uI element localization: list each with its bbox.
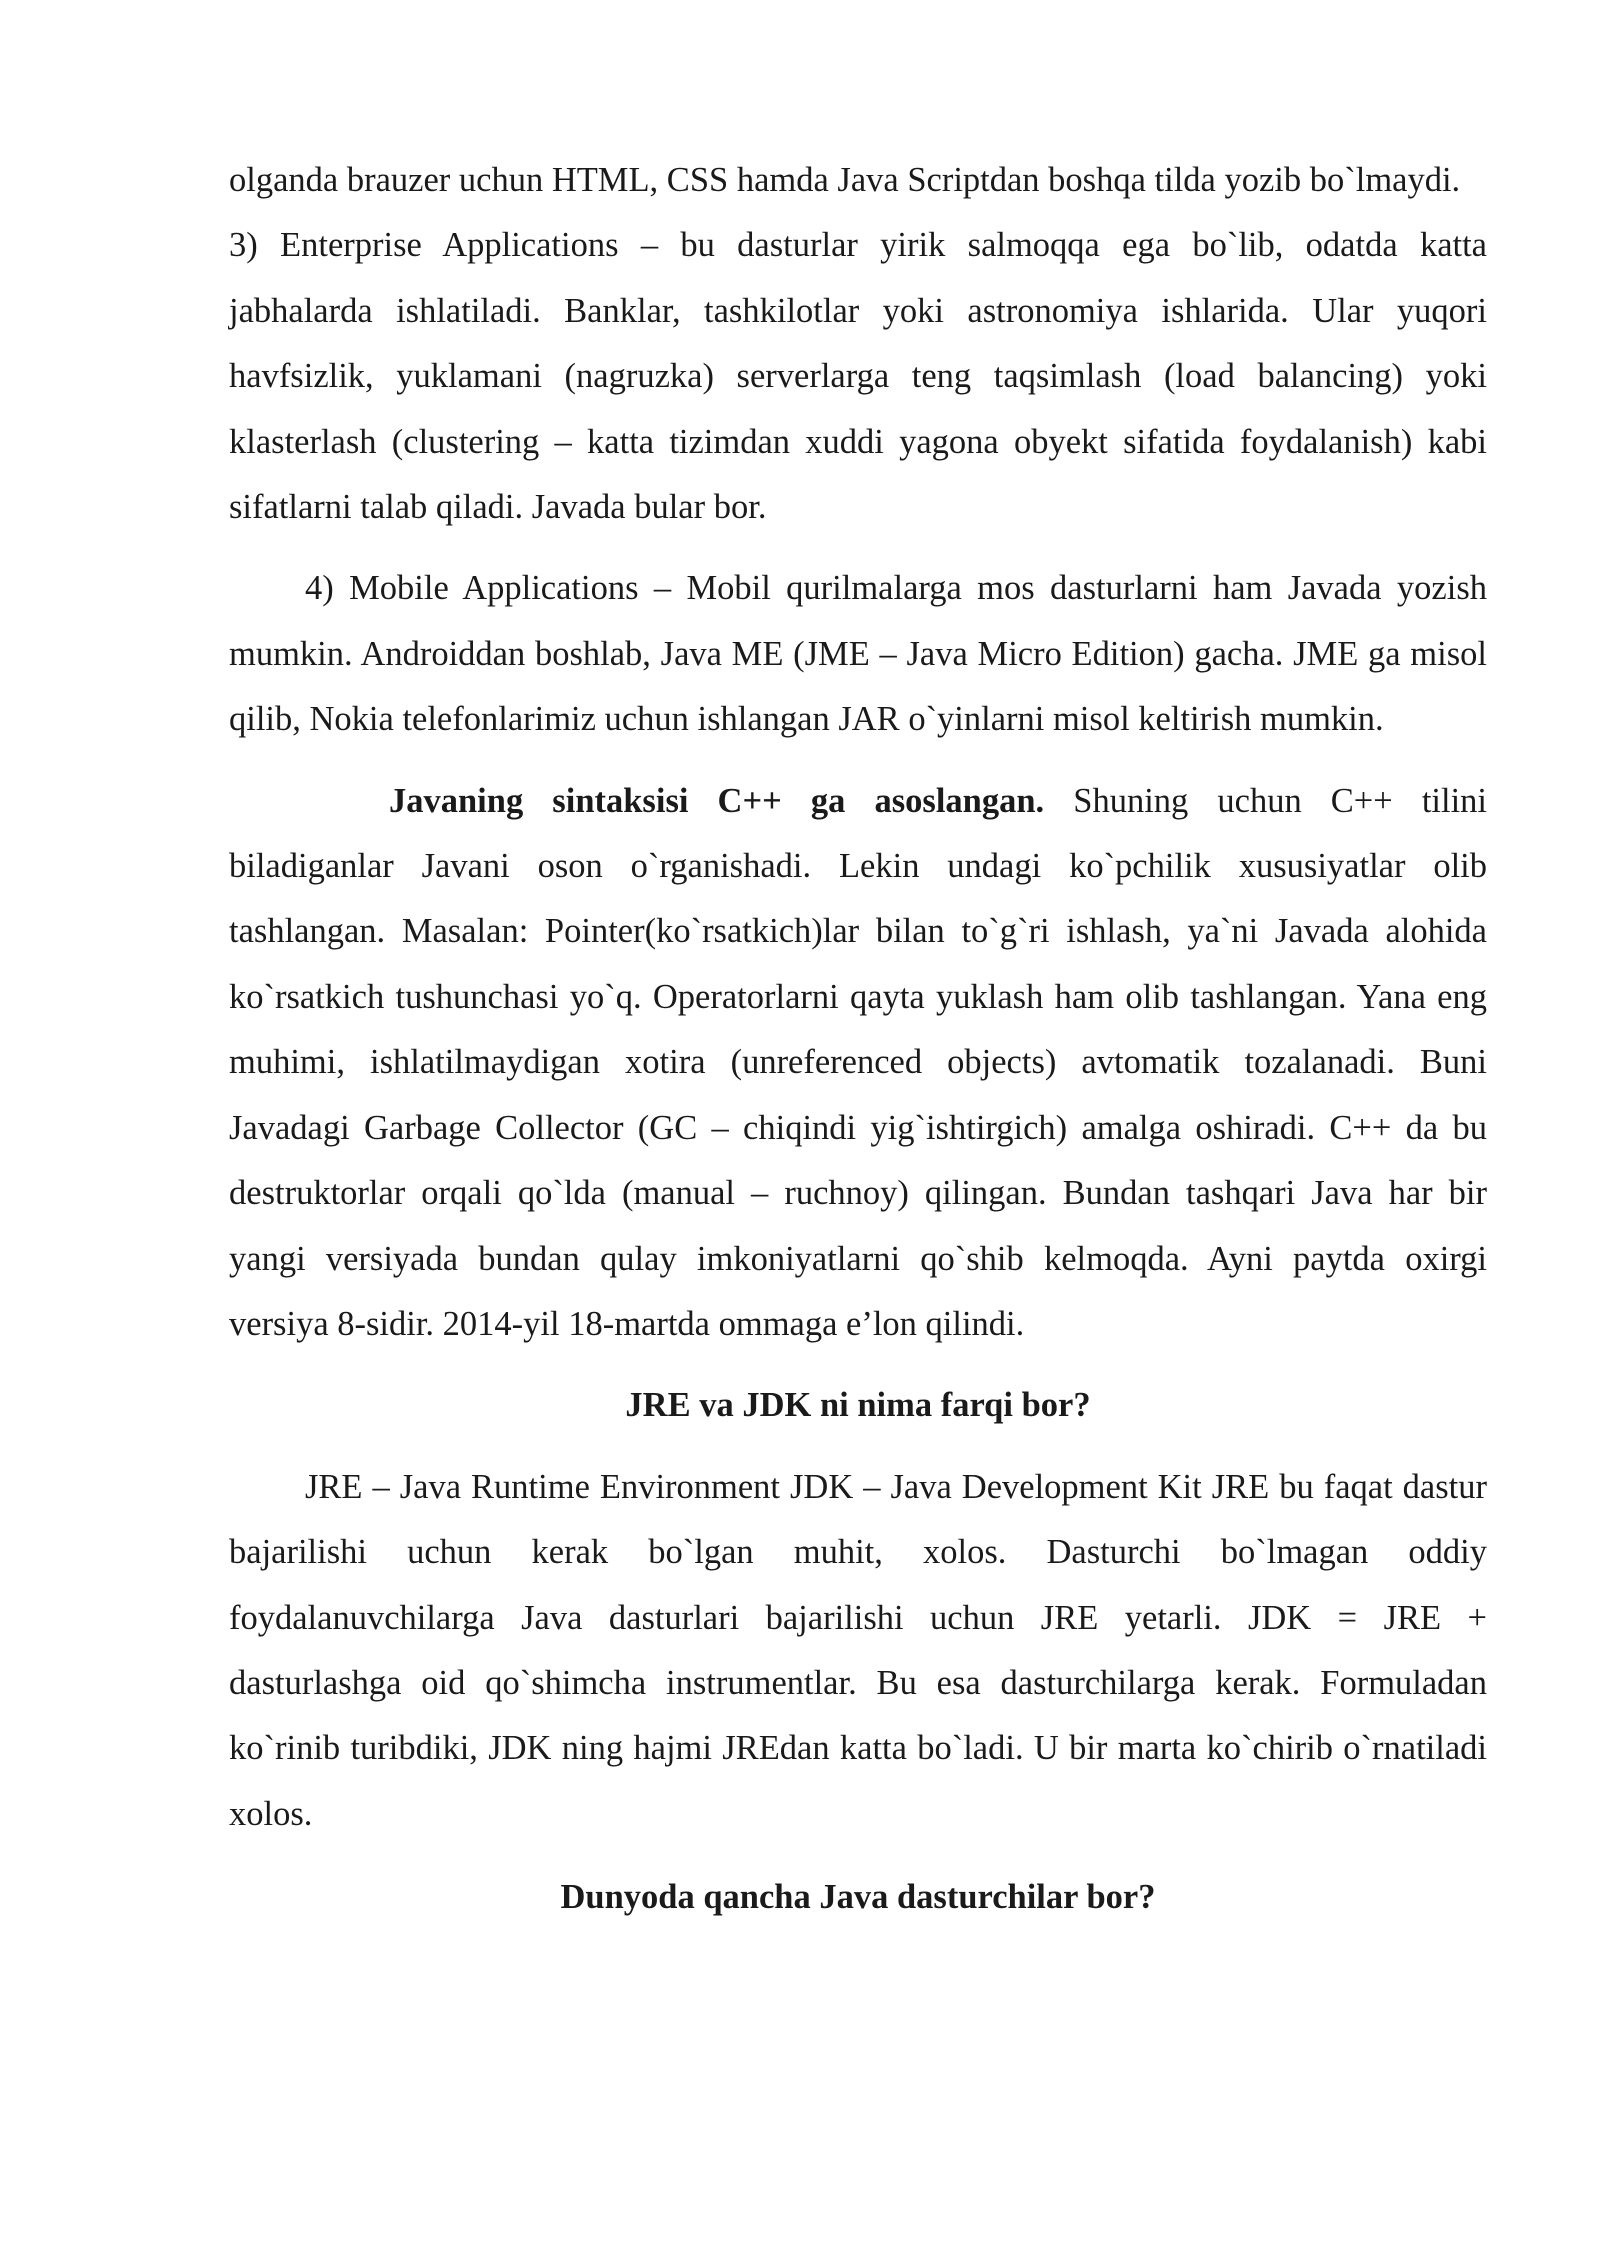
paragraph-jre-jdk-explanation: JRE – Java Runtime Environment JDK – Java Development Kit JRE bu faqat dastur bajarilishi uchun kerak bo`lgan muhit, xolos. Dasturchi bo`lmagan oddiy foydalanuvchilarga Java dasturlari bajarilishi uchun JRE yetarli. JDK = JRE + dasturlashga oid qo`shimcha instrumentlar. Bu esa dasturchilarga kerak. Formuladan ko`rinib turibdiki, JDK ning hajmi JREdan katta bo`ladi. U bir marta ko`chirib o`rnatiladi xolos. [229, 1467, 1487, 1833]
paragraph-java-syntax [229, 769, 1487, 1358]
java-syntax-body: Shuning uchun C++ tilini biladiganlar Javani oson o`rganishadi. Lekin undagi ko`pchilik xususiyatlar olib tashlangan. Masalan: Pointer(ko`rsatkich)lar bilan to`g`ri ishlash, ya`ni Javada alohida ko`rsatkich tushunchasi yo`q. Operatorlarni qayta yuklash ham olib tashlangan. Yana eng muhimi, ishlatilmaydigan xotira (unreferenced objects) avtomatik tozalanadi. Buni Javadagi Garbage Collector (GC – chiqindi yig`ishtirgich) amalga oshiradi. C++ da bu destruktorlar orqali qo`lda (manual – ruchnoy) qilingan. Bundan tashqari Java har bir yangi versiyada bundan qulay imkoniyatlarni qo`shib kelmoqda. Ayni paytda oxirgi versiya 8-sidir. 2014-yil 18-martda ommaga e’lon qilindi. [229, 781, 1487, 1343]
heading-java-developers-count: Dunyoda qancha Java dasturchilar bor? [560, 1878, 1156, 1917]
paragraph-enterprise-applications: 3) Enterprise Applications – bu dasturlar yirik salmoqqa ega bo`lib, odatda katta jabhalarda ishlatiladi. Banklar, tashkilotlar yoki astronomiya ishlarida. Ular yuqori havfsizlik, yuklamani (nagruzka) serverlarga teng taqsimlash (load balancing) yoki klasterlash (clustering – katta tizimdan xuddi yagona obyekt sifatida foydalanish) kabi sifatlarni talab qiladi. Javada bular bor. [229, 226, 1487, 527]
paragraph-mobile-applications: 4) Mobile Applications – Mobil qurilmalarga mos dasturlarni ham Javada yozish mumkin. Androiddan boshlab, Java ME (JME – Java Micro Edition) gacha. JME ga misol qilib, Nokia telefonlarimiz uchun ishlangan JAR o`yinlarni misol keltirish mumkin. [229, 569, 1487, 739]
document-page [229, 148, 1487, 1931]
heading-jre-vs-jdk: JRE va JDK ni nima farqi bor? [625, 1386, 1091, 1425]
java-syntax-bold-lead: Javaning sintaksisi C++ ga asoslangan. [389, 781, 1045, 820]
paragraph-browser-languages: olganda brauzer uchun HTML, CSS hamda Java Scriptdan boshqa tilda yozib bo`lmaydi. [229, 161, 1461, 199]
